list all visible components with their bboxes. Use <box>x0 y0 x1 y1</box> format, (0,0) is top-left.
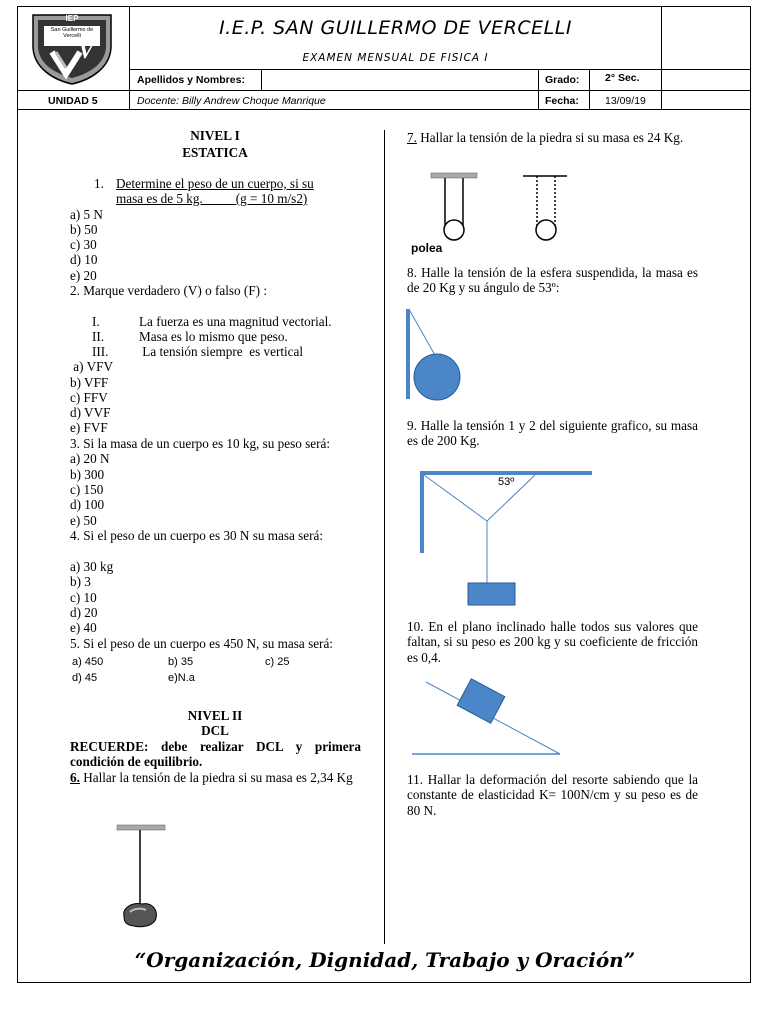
option: a) 5 N <box>70 207 103 222</box>
teacher-name: Docente: Billy Andrew Choque Manrique <box>137 95 326 107</box>
option: b) 300 <box>70 467 105 482</box>
level-title: NIVEL I <box>190 128 240 143</box>
statement-text: La fuerza es una magnitud vectorial. <box>139 314 332 329</box>
question-number: 7. <box>407 130 417 145</box>
option: e) 20 <box>70 268 97 283</box>
logo-text: San Guillermo de Vercelli <box>50 27 94 39</box>
topic-title: ESTATICA <box>182 145 248 160</box>
option: d) VVF <box>70 405 111 420</box>
option: b) 3 <box>70 574 91 589</box>
question-text: 5. Si el peso de un cuerpo es 450 N, su masa será: <box>70 636 333 651</box>
header-divider <box>661 6 662 110</box>
option: c) 10 <box>70 590 97 605</box>
question-text: 2. Marque verdadero (V) o falso (F) : <box>70 283 268 298</box>
inclined-plane-figure <box>408 672 568 762</box>
option: c) FFV <box>70 390 108 405</box>
reminder-text: RECUERDE: debe realizar DCL y primera condición de equilibrio. <box>70 739 361 770</box>
option: a) VFV <box>70 359 113 374</box>
question-text: 10. En el plano inclinado halle todos sus valores que faltan, si su peso es 200 kg y su coeficiente de fricción es 0,4. <box>407 619 698 665</box>
statement-number: I. <box>92 314 100 329</box>
option: e) 40 <box>70 620 97 635</box>
question-text: masa es de 5 kg. (g = 10 m/s2) <box>116 191 308 206</box>
names-label: Apellidos y Nombres: <box>137 74 245 86</box>
statement-text: La tensión siempre es vertical <box>139 344 304 359</box>
option: a) 450 <box>72 656 104 668</box>
option: b) 50 <box>70 222 98 237</box>
option: d) 100 <box>70 497 105 512</box>
school-logo <box>30 12 114 86</box>
option: e)N.a <box>168 672 195 684</box>
question-body: Hallar la tensión de la piedra si su masa es 2,34 Kg <box>79 770 353 785</box>
question-number: 1. <box>94 176 104 191</box>
date-value: 13/09/19 <box>605 95 646 107</box>
option: d) 10 <box>70 252 98 267</box>
school-motto: “Organización, Dignidad, Trabajo y Oración” <box>134 948 636 972</box>
header-divider <box>538 69 539 110</box>
option: e) FVF <box>70 420 108 435</box>
topic-title: DCL <box>201 723 229 738</box>
unit-label: UNIDAD 5 <box>48 95 98 107</box>
pulley-label: polea <box>411 241 443 255</box>
question-number: 6. <box>70 770 80 785</box>
statement-text: Masa es lo mismo que peso. <box>139 329 288 344</box>
grade-label: Grado: <box>545 74 580 86</box>
option: d) 20 <box>70 605 98 620</box>
question-text <box>70 770 361 785</box>
option: c) 30 <box>70 237 97 252</box>
exam-title: EXAMEN MENSUAL DE FISICA I <box>302 52 489 64</box>
option: c) 150 <box>70 482 104 497</box>
question-text: 8. Halle la tensión de la esfera suspendida, la masa es de 20 Kg y su ángulo de 53º: <box>407 265 698 296</box>
date-label: Fecha: <box>545 95 579 107</box>
pulley-figure <box>405 170 585 250</box>
question-text: 3. Si la masa de un cuerpo es 10 kg, su peso será: <box>70 436 331 451</box>
question-text: Determine el peso de un cuerpo, si su <box>116 176 314 191</box>
statement-number: II. <box>92 329 105 344</box>
header-divider <box>17 90 751 91</box>
school-name: I.E.P. SAN GUILLERMO DE VERCELLI <box>219 17 572 39</box>
header-divider <box>589 69 590 110</box>
hanging-stone-figure <box>112 822 172 932</box>
level-title: NIVEL II <box>187 708 243 723</box>
option: e) 50 <box>70 513 97 528</box>
logo-letter: V <box>78 38 95 64</box>
grade-value: 2° Sec. <box>605 72 640 84</box>
option: b) VFF <box>70 375 109 390</box>
question-body: Hallar la tensión de la piedra si su masa es 24 Kg. <box>416 130 684 145</box>
option: a) 20 N <box>70 451 110 466</box>
sphere-wall-figure <box>400 305 470 405</box>
option: d) 45 <box>72 672 98 684</box>
option: b) 35 <box>168 656 194 668</box>
angle-label: 53º <box>498 476 515 488</box>
header-divider <box>129 69 751 70</box>
option: c) 25 <box>265 656 290 668</box>
logo-text: IEP <box>65 14 79 23</box>
question-text: 9. Halle la tensión 1 y 2 del siguiente grafico, su masa es de 200 Kg. <box>407 418 698 449</box>
question-text: 11. Hallar la deformación del resorte sabiendo que la constante de elasticidad K= 100N/cm y su peso es de 80 N. <box>407 772 698 818</box>
option: a) 30 kg <box>70 559 114 574</box>
header-divider <box>261 69 262 90</box>
column-divider <box>384 130 385 944</box>
question-text: 4. Si el peso de un cuerpo es 30 N su masa será: <box>70 528 324 543</box>
statement-number: III. <box>92 344 109 359</box>
question-text <box>407 130 698 145</box>
